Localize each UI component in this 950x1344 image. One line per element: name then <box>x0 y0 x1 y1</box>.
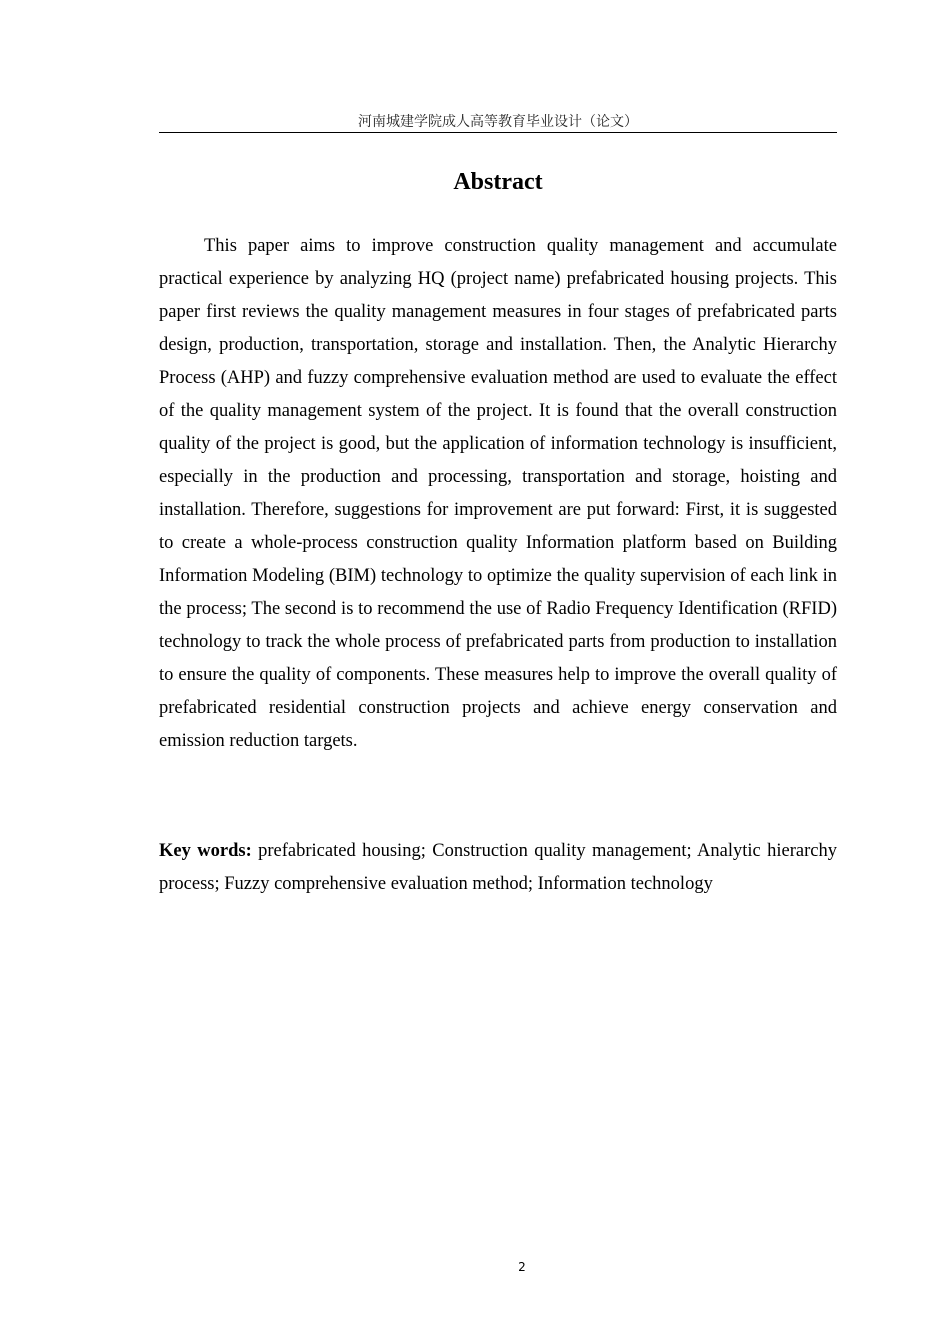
abstract-title: Abstract <box>453 169 543 195</box>
keywords-text: prefabricated housing; Construction quality management; Analytic hierarchy process; Fuzzy comprehensive evaluation method; Information technology <box>159 841 837 894</box>
abstract-body: This paper aims to improve construction quality management and accumulate practical experience by analyzing HQ (project name) prefabricated housing projects. This paper first reviews the quality management measures in four stages of prefabricated parts design, production, transportation, storage and installation. Then, the Analytic Hierarchy Process (AHP) and fuzzy comprehensive evaluation method are used to evaluate the effect of the quality management system of the project. It is found that the overall construction quality of the project is good, but the application of information technology is insufficient, especially in the production and processing, transportation and storage, hoisting and installation. Therefore, suggestions for improvement are put forward: First, it is suggested to create a whole-process construction quality Information platform based on Building Information Modeling (BIM) technology to optimize the quality supervision of each link in the process; The second is to recommend the use of Radio Frequency Identification (RFID) technology to track the whole process of prefabricated parts from production to installation to ensure the quality of components. These measures help to improve the overall quality of prefabricated residential construction projects and achieve energy conservation and emission reduction targets. <box>159 236 837 751</box>
keywords-paragraph <box>159 835 837 901</box>
running-header: 河南城建学院成人高等教育毕业设计（论文） <box>159 112 837 133</box>
page-number: 2 <box>518 1260 526 1274</box>
keywords-label: Key words: <box>159 841 252 861</box>
